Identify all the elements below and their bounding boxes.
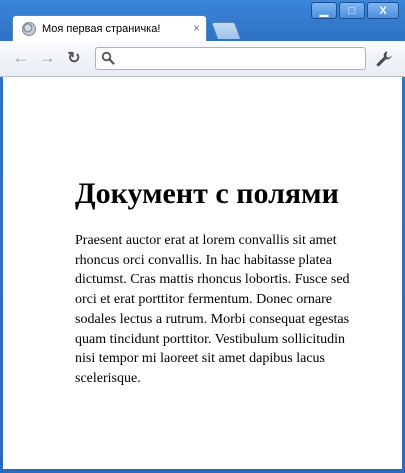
page-viewport [3,77,402,469]
reload-button[interactable]: ↻ [67,50,81,67]
new-tab-button[interactable] [211,22,241,39]
tab-title: Моя первая страничка! [42,22,161,35]
tab-close-icon[interactable]: × [192,21,200,35]
globe-icon [22,22,36,36]
close-window-button[interactable]: X [367,2,399,19]
address-input[interactable] [118,50,362,69]
back-button[interactable]: ← [12,48,30,67]
minimize-button[interactable]: ▁ [311,2,337,19]
document [75,175,365,389]
tab-active[interactable] [12,15,207,41]
page-heading: Документ с полями [75,177,339,210]
maximize-button[interactable]: □ [339,2,365,19]
address-bar[interactable] [95,47,366,70]
tab-strip [0,15,405,41]
page-paragraph: Praesent auctor erat at lorem convallis sit amet rhoncus orci convallis. In hac habitasse platea dictumst. Cras mattis rhoncus lobortis. Fusce sed orci et erat porttitor fermentum. Donec ornare sodales lectus a rutrum. Morbi consequat egestas quam tincidunt porttitor. Vestibulum sollicitudin nisi tempor mi laoreet sit amet dapibus lacus scelerisque. [75,233,350,386]
toolbar [0,41,405,77]
forward-button[interactable]: → [38,48,56,67]
wrench-icon[interactable] [375,50,393,68]
search-icon [101,51,115,65]
